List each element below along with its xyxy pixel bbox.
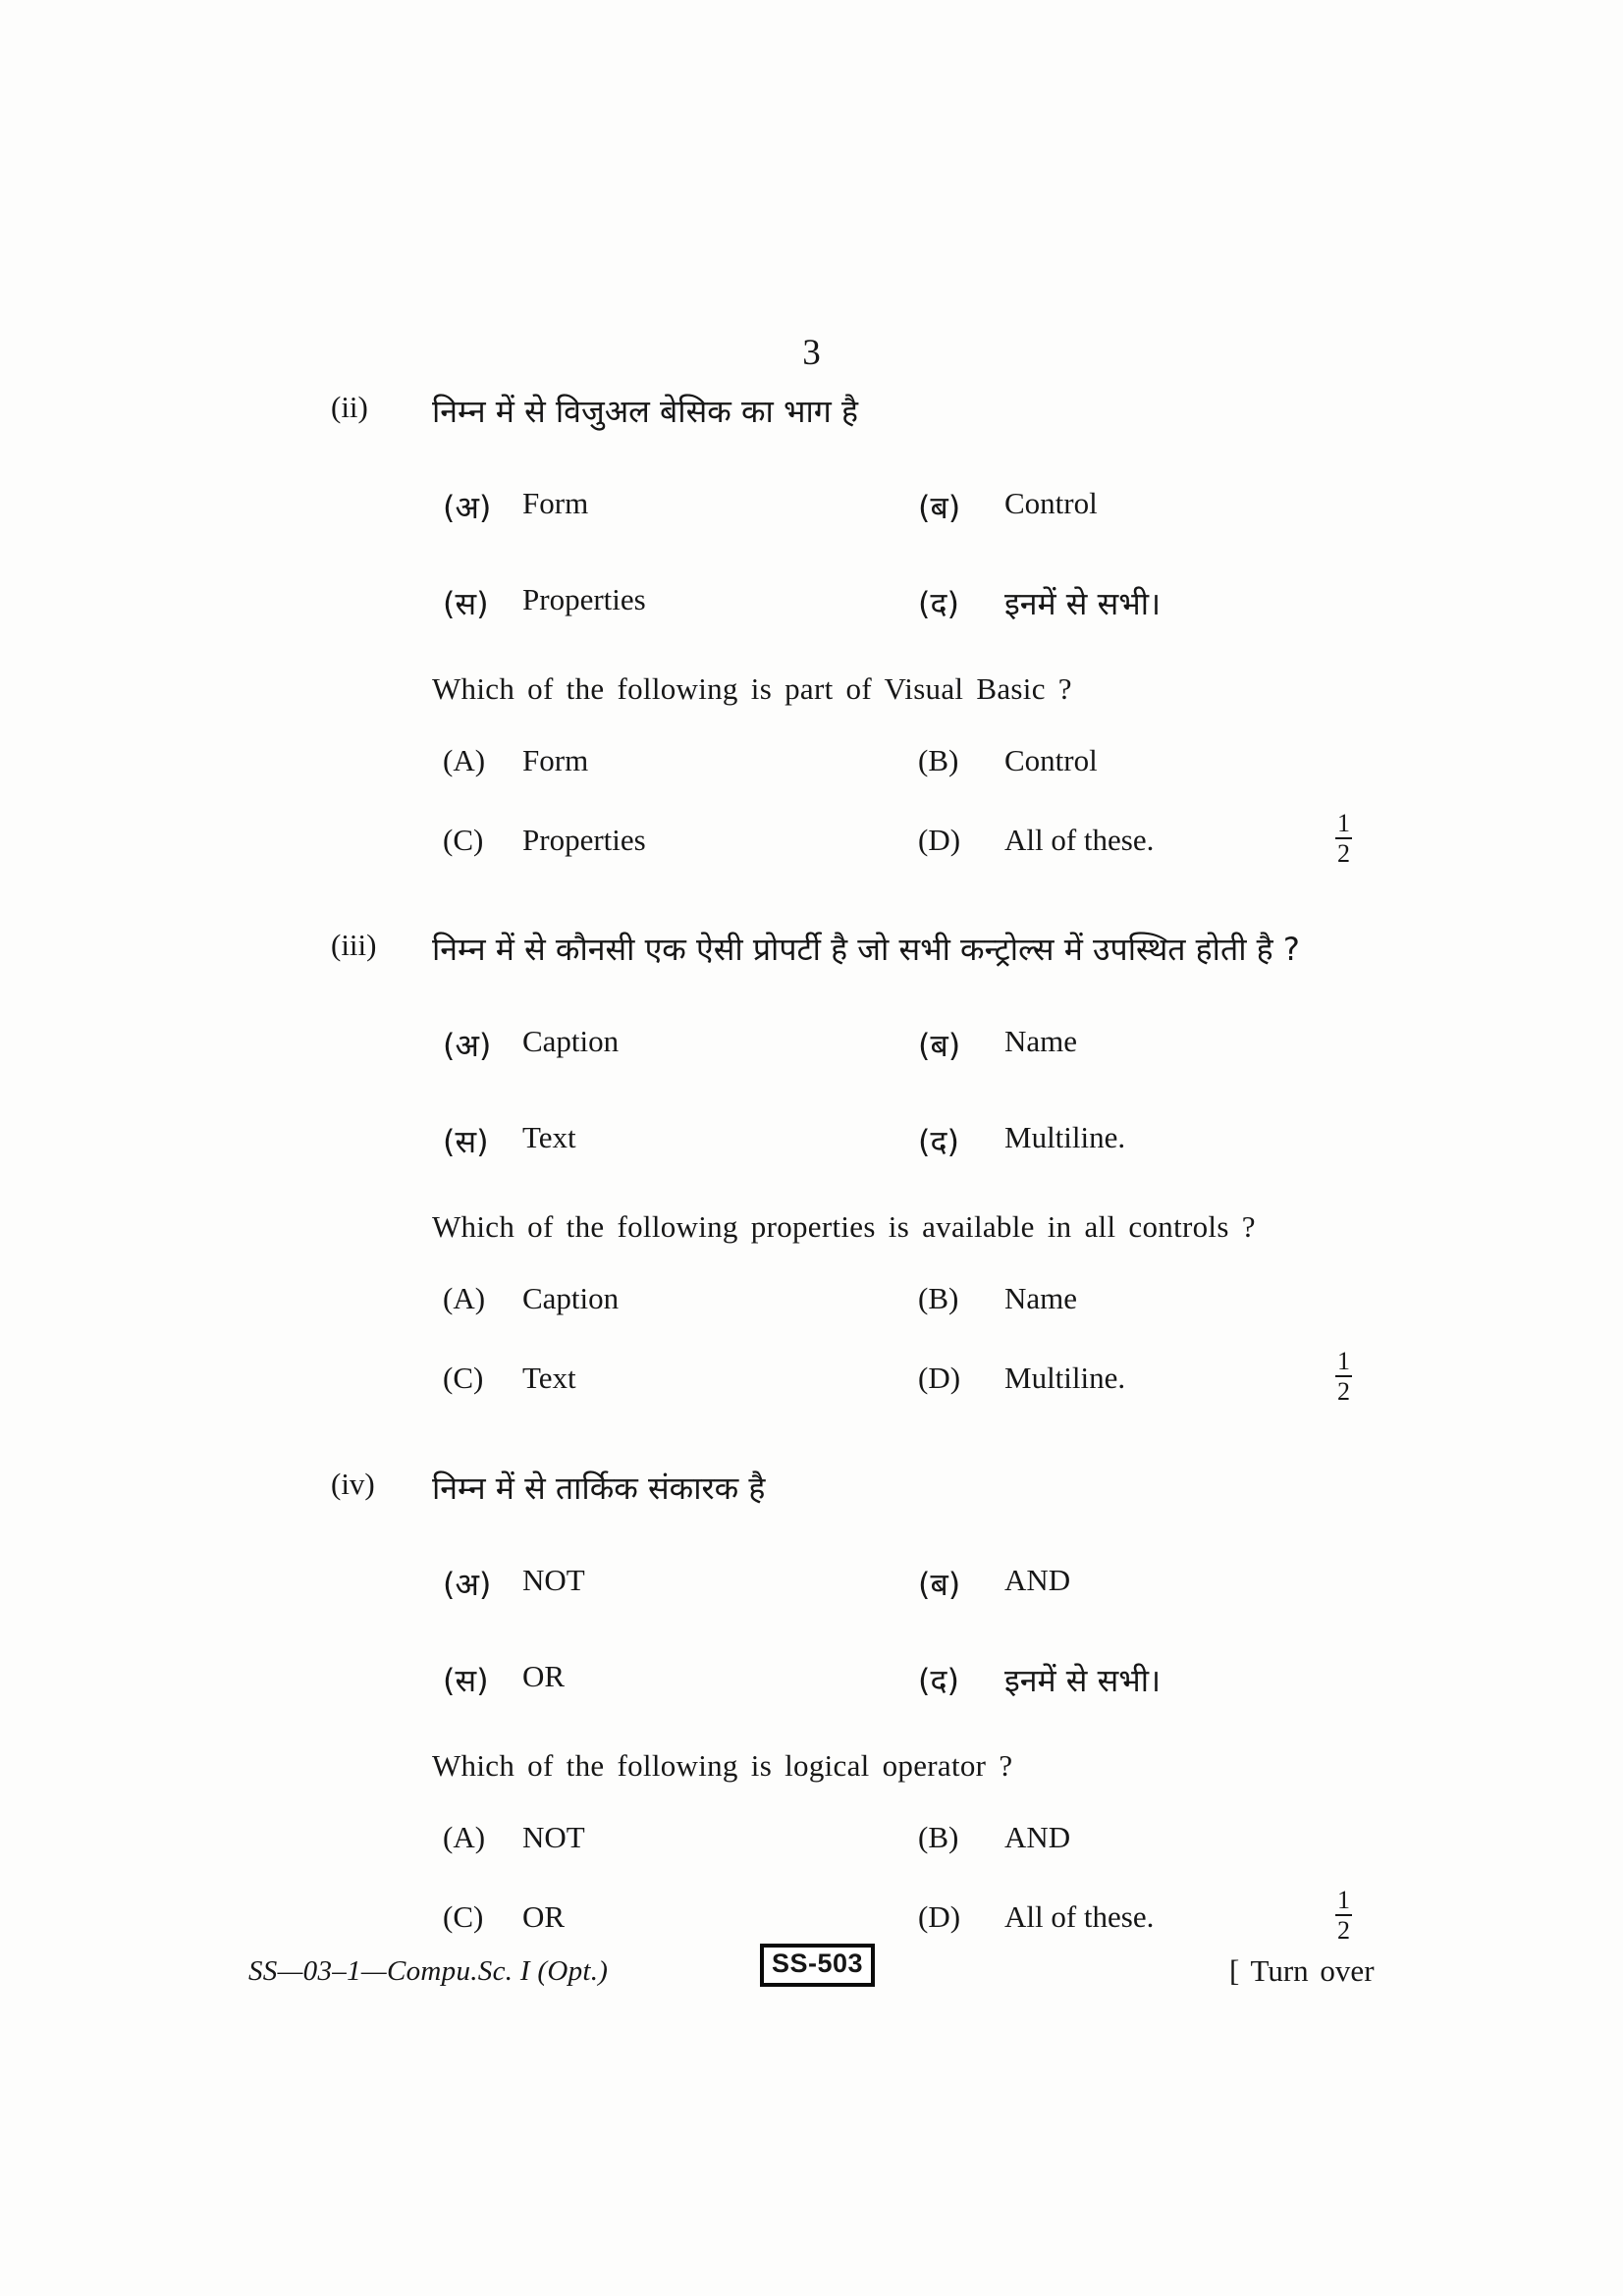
hindi-question-row: [0, 928, 1623, 977]
english-options-row-1: [0, 1281, 1623, 1330]
option-text: AND: [1004, 1820, 1071, 1854]
english-question-row: [0, 1209, 1623, 1258]
english-question-text: Which of the following is part of Visual Basic ?: [432, 671, 1072, 706]
english-question-text: Which of the following is logical operator ?: [432, 1748, 1013, 1783]
hindi-question-text: निम्न में से कौनसी एक ऐसी प्रोपर्टी है जो सभी कन्ट्रोल्स में उपस्थित होती है ?: [432, 931, 1300, 968]
option-letter: (C): [443, 823, 484, 857]
option-letter: (A): [443, 1820, 486, 1854]
option-letter: (अ): [443, 1027, 492, 1064]
option-text: Text: [522, 1361, 576, 1395]
english-options-row-2: [0, 1347, 1623, 1410]
option-letter: (द): [918, 1123, 959, 1160]
hindi-options-row-2: [0, 582, 1623, 631]
turn-over-note: [ Turn over: [1229, 1953, 1375, 1988]
hindi-question-text: निम्न में से तार्किक संकारक है: [432, 1469, 766, 1507]
option-letter: (A): [443, 743, 486, 777]
option-letter: (स): [443, 1123, 489, 1160]
hindi-question-row: [0, 390, 1623, 439]
question-number-label: (iii): [331, 928, 377, 962]
hindi-options-row-1: [0, 486, 1623, 535]
option-letter: (B): [918, 1820, 959, 1854]
option-letter: (C): [443, 1899, 484, 1934]
option-text: Text: [522, 1120, 576, 1154]
marks-denominator: 2: [1337, 839, 1350, 869]
option-letter: (ब): [918, 489, 961, 526]
english-options-row-1: [0, 1820, 1623, 1869]
hindi-question-text: निम्न में से विजुअल बेसिक का भाग है: [432, 393, 858, 430]
english-question-row: [0, 1748, 1623, 1797]
hindi-question-row: [0, 1467, 1623, 1516]
marks-denominator: 2: [1337, 1916, 1350, 1946]
option-text: Control: [1004, 486, 1098, 520]
hindi-options-row-2: [0, 1120, 1623, 1169]
option-text: NOT: [522, 1820, 585, 1854]
option-letter: (ब): [918, 1027, 961, 1064]
hindi-options-row-2: [0, 1659, 1623, 1708]
option-text: Name: [1004, 1281, 1078, 1315]
option-text: Properties: [522, 823, 646, 857]
footer-paper-series: SS—03–1—Compu.Sc. I (Opt.): [248, 1955, 609, 1987]
english-options-row-2: [0, 1886, 1623, 1949]
question-number-label: (ii): [331, 390, 368, 424]
option-letter: (स): [443, 1662, 489, 1699]
marks-fraction: [1335, 1347, 1352, 1406]
option-text: Name: [1004, 1024, 1078, 1058]
option-text: इनमें से सभी।: [1004, 1662, 1162, 1699]
option-text: All of these.: [1004, 1899, 1155, 1934]
option-letter: (B): [918, 1281, 959, 1315]
marks-fraction: [1335, 809, 1352, 868]
option-text: OR: [522, 1659, 566, 1693]
option-letter: (D): [918, 1361, 961, 1395]
option-letter: (द): [918, 1662, 959, 1699]
english-options-row-2: [0, 809, 1623, 872]
marks-numerator: 1: [1337, 1886, 1350, 1914]
option-text: All of these.: [1004, 823, 1155, 857]
hindi-options-row-1: [0, 1024, 1623, 1073]
option-text: Caption: [522, 1281, 620, 1315]
option-text: Properties: [522, 582, 646, 616]
marks-numerator: 1: [1337, 809, 1350, 837]
option-text: Form: [522, 486, 589, 520]
option-text: AND: [1004, 1563, 1071, 1597]
option-letter: (C): [443, 1361, 484, 1395]
hindi-options-row-1: [0, 1563, 1623, 1612]
option-text: Multiline.: [1004, 1361, 1126, 1395]
option-text: Multiline.: [1004, 1120, 1126, 1154]
option-letter: (अ): [443, 489, 492, 526]
english-question-row: [0, 671, 1623, 721]
marks-numerator: 1: [1337, 1347, 1350, 1375]
option-text: Control: [1004, 743, 1098, 777]
option-text: NOT: [522, 1563, 585, 1597]
marks-fraction: [1335, 1886, 1352, 1945]
option-text: OR: [522, 1899, 566, 1934]
option-text: Caption: [522, 1024, 620, 1058]
page-number: 3: [802, 333, 821, 373]
option-letter: (A): [443, 1281, 486, 1315]
marks-denominator: 2: [1337, 1377, 1350, 1407]
option-text: Form: [522, 743, 589, 777]
option-letter: (ब): [918, 1566, 961, 1603]
english-options-row-1: [0, 743, 1623, 792]
option-letter: (B): [918, 743, 959, 777]
option-text: इनमें से सभी।: [1004, 585, 1162, 622]
option-letter: (D): [918, 823, 961, 857]
footer-paper-code-badge: SS-503: [760, 1944, 875, 1987]
option-letter: (अ): [443, 1566, 492, 1603]
option-letter: (द): [918, 585, 959, 622]
option-letter: (स): [443, 585, 489, 622]
question-number-label: (iv): [331, 1467, 375, 1501]
option-letter: (D): [918, 1899, 961, 1934]
english-question-text: Which of the following properties is available in all controls ?: [432, 1209, 1256, 1244]
